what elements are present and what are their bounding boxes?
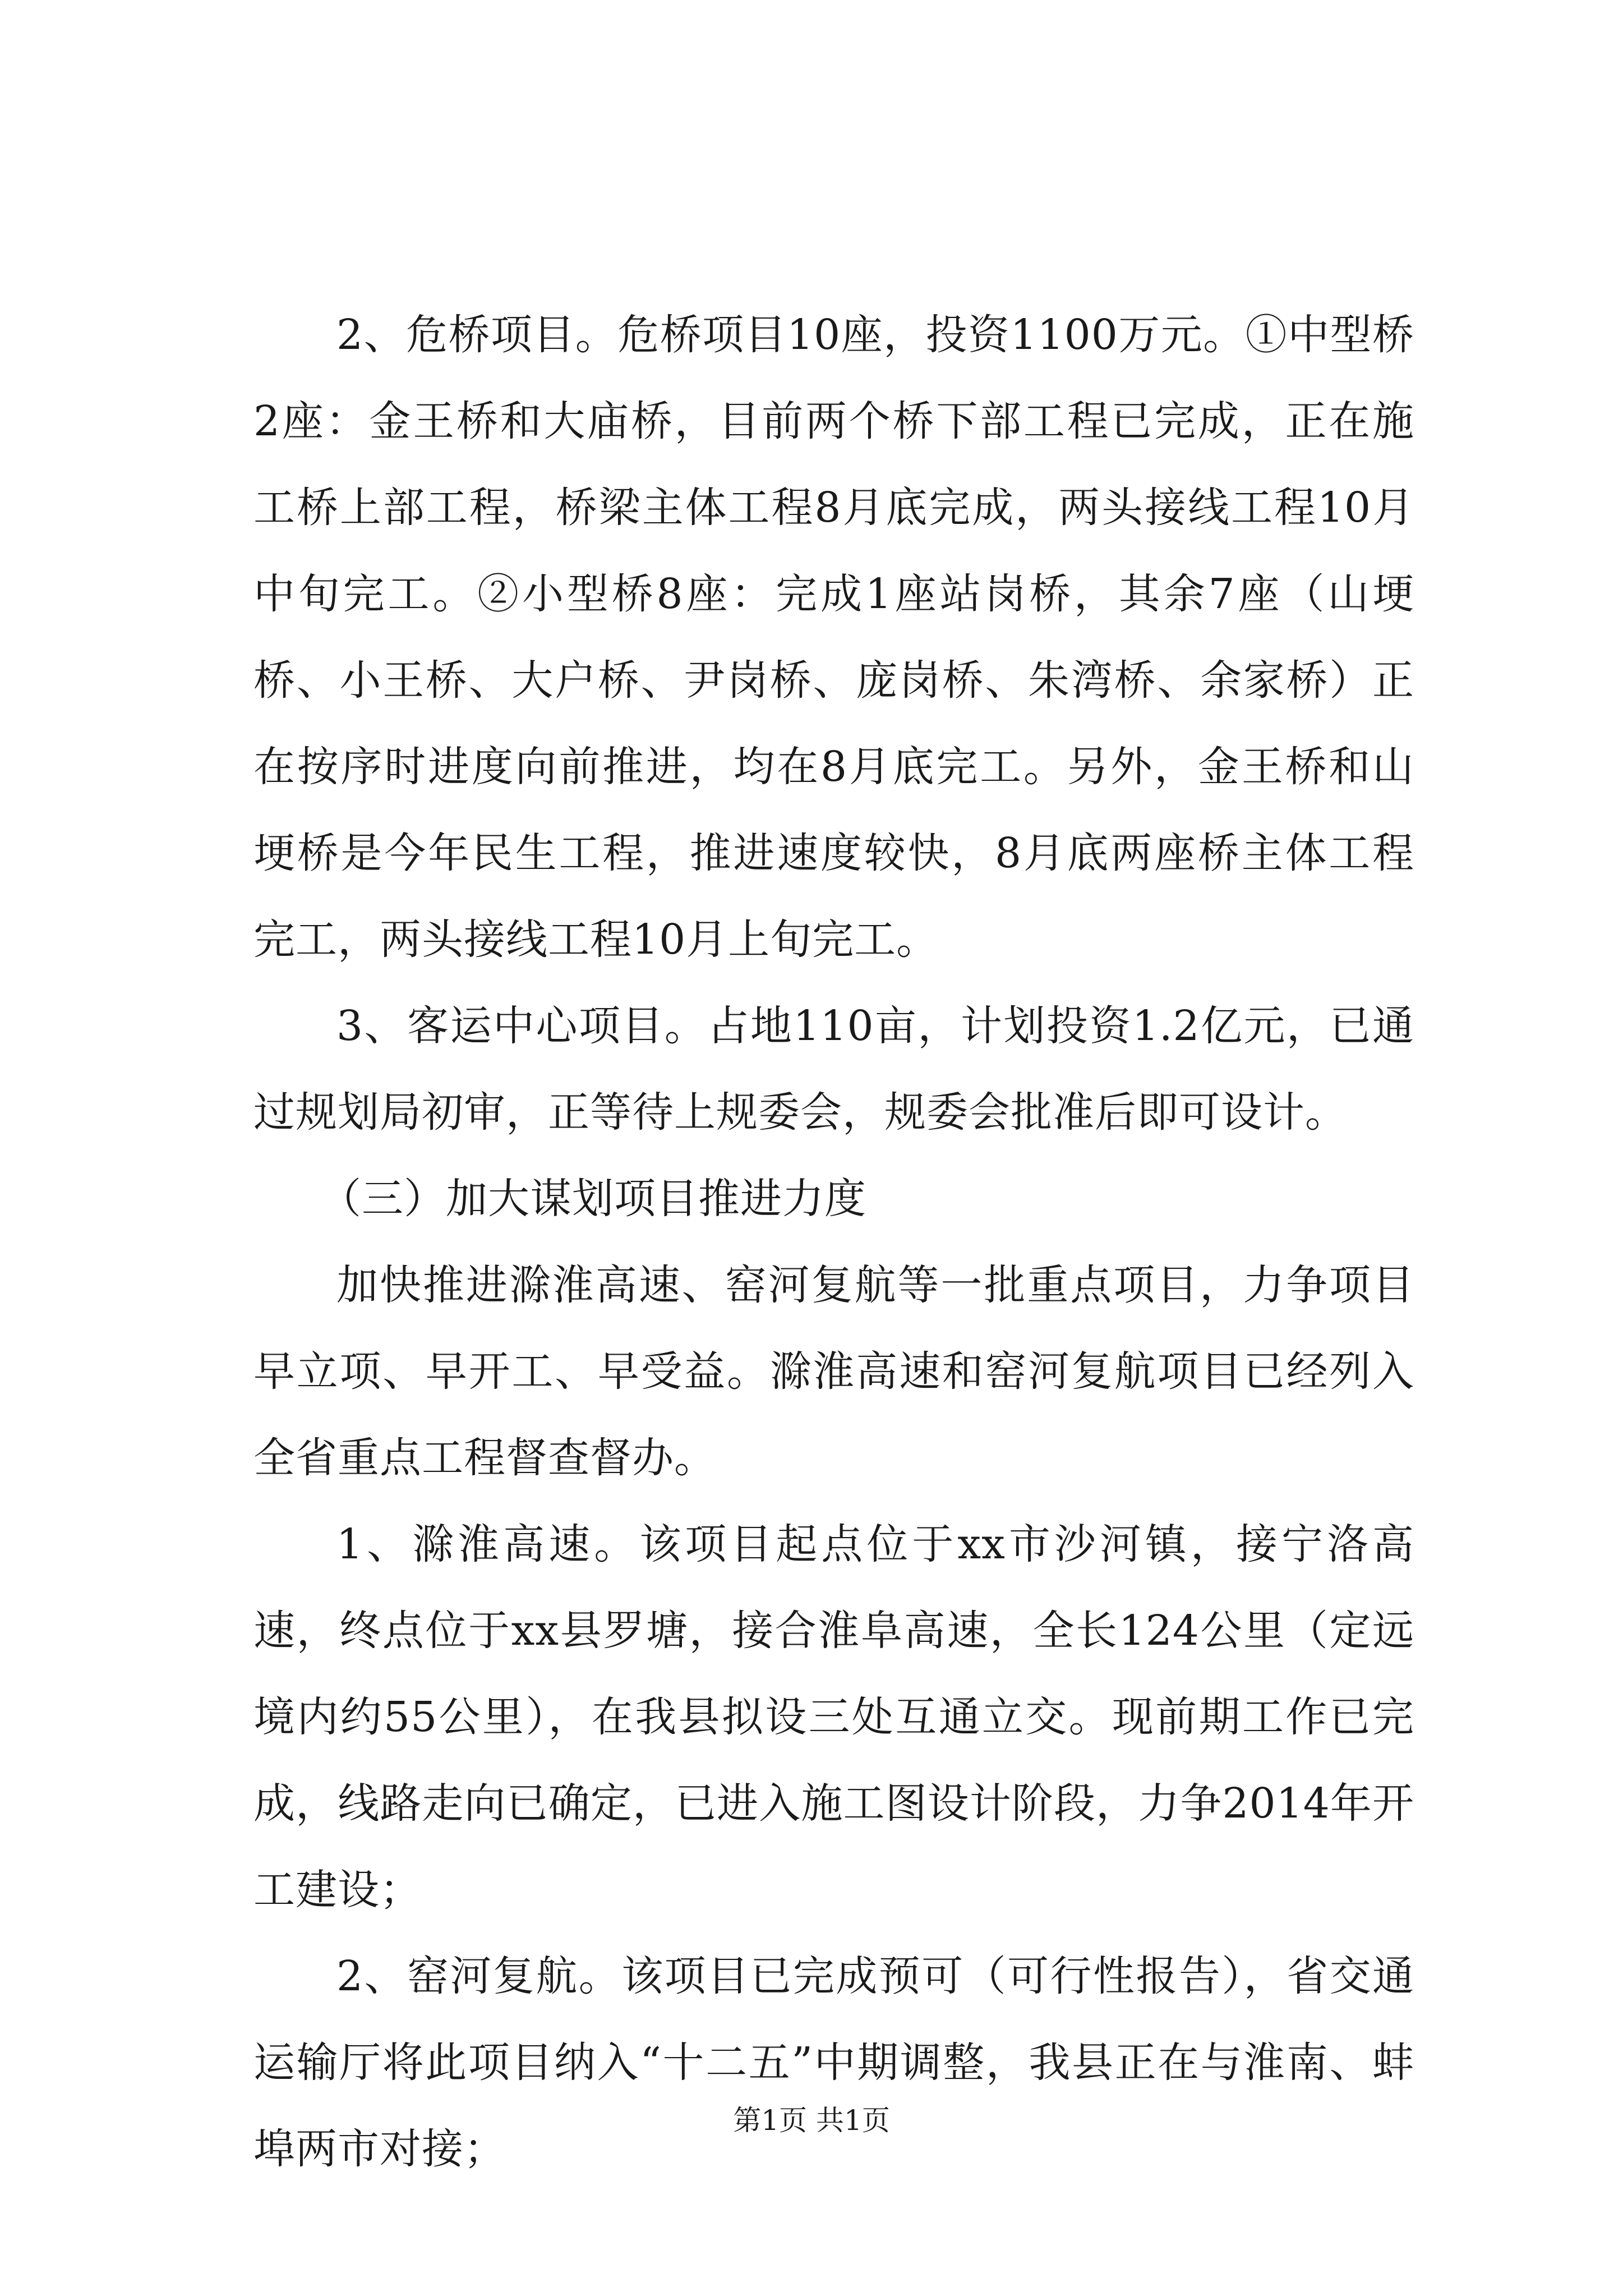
document-body — [253, 292, 1414, 2192]
paragraph-passenger-center: 3、客运中心项目。占地110亩，计划投资1.2亿元，已通过规划局初审，正等待上规委会，规委会批准后即可设计。 — [253, 1002, 1414, 1137]
paragraph-yaohe-navigation: 2、窑河复航。该项目已完成预可（可行性报告），省交通运输厅将此项目纳入“十二五”中期调整，我县正在与淮南、蚌埠两市对接； — [253, 1952, 1414, 2173]
section-heading: （三）加大谋划项目推进力度 — [320, 1175, 866, 1223]
page-number: 第1页 共1页 — [733, 2104, 890, 2137]
paragraph-dangerous-bridges: 2、危桥项目。危桥项目10座，投资1100万元。①中型桥2座：金王桥和大庙桥，目前两个桥下部工程已完成，正在施工桥上部工程，桥梁主体工程8月底完成，两头接线工程10月中旬完工。②小型桥8座：完成1座站岗桥，其余7座（山埂桥、小王桥、大户桥、尹岗桥、庞岗桥、朱湾桥、余家桥）正在按序时进度向前推进，均在8月底完工。另外，金王桥和山埂桥是今年民生工程，推进速度较快，8月底两座桥主体工程完工，两头接线工程10月上旬完工。 — [253, 311, 1414, 964]
paragraph-chuhuai-expressway: 1、滁淮高速。该项目起点位于xx市沙河镇，接宁洛高速，终点位于xx县罗塘，接合淮阜高速，全长124公里（定远境内约55公里），在我县拟设三处互通立交。现前期工作已完成，线路走向已确定，已进入施工图设计阶段，力争2014年开工建设； — [253, 1520, 1414, 1914]
paragraph-key-projects: 加快推进滁淮高速、窑河复航等一批重点项目，力争项目早立项、早开工、早受益。滁淮高速和窑河复航项目已经列入全省重点工程督查督办。 — [253, 1261, 1414, 1482]
